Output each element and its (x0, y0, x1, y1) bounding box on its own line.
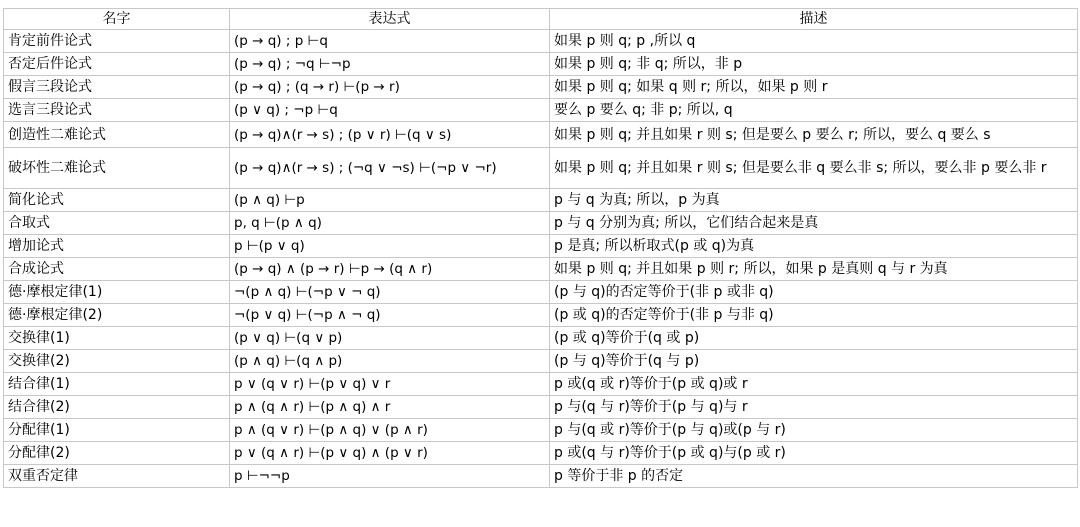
table-row (4, 258, 1078, 281)
rule-description: (p 与 q)等价于(q 与 p) (550, 350, 1078, 373)
table-row (4, 53, 1078, 76)
table-row (4, 148, 1078, 189)
rule-description: p 与(q 或 r)等价于(p 与 q)或(p 与 r) (550, 419, 1078, 442)
rule-name: 分配律(1) (4, 419, 230, 442)
table-row (4, 212, 1078, 235)
rule-name: 破坏性二难论式 (4, 148, 230, 189)
rule-expression: p ⊢¬¬p (230, 465, 550, 488)
rule-description: 如果 p 则 q; 并且如果 p 则 r; 所以，如果 p 是真则 q 与 r 为真 (550, 258, 1078, 281)
rule-name: 合取式 (4, 212, 230, 235)
rule-expression: (p → q) ; p ⊢q (230, 30, 550, 53)
table-row (4, 99, 1078, 122)
rule-name: 创造性二难论式 (4, 122, 230, 148)
rule-name: 交换律(2) (4, 350, 230, 373)
rule-description: p 或(q 或 r)等价于(p 或 q)或 r (550, 373, 1078, 396)
rule-name: 交换律(1) (4, 327, 230, 350)
table-row (4, 76, 1078, 99)
rule-expression: p, q ⊢(p ∧ q) (230, 212, 550, 235)
rule-name: 合成论式 (4, 258, 230, 281)
table-row (4, 442, 1078, 465)
header-row (4, 9, 1078, 30)
table-row (4, 235, 1078, 258)
header-description: 描述 (550, 9, 1078, 30)
table-row (4, 30, 1078, 53)
rule-expression: (p → q) ∧ (p → r) ⊢p → (q ∧ r) (230, 258, 550, 281)
rule-description: p 是真; 所以析取式(p 或 q)为真 (550, 235, 1078, 258)
rule-expression: p ∨ (q ∧ r) ⊢(p ∨ q) ∧ (p ∨ r) (230, 442, 550, 465)
rule-description: 如果 p 则 q; 非 q; 所以，非 p (550, 53, 1078, 76)
rule-expression: p ∧ (q ∨ r) ⊢(p ∧ q) ∨ (p ∧ r) (230, 419, 550, 442)
rule-expression: (p → q)∧(r → s) ; (p ∨ r) ⊢(q ∨ s) (230, 122, 550, 148)
rule-description: p 或(q 与 r)等价于(p 或 q)与(p 或 r) (550, 442, 1078, 465)
header-name: 名字 (4, 9, 230, 30)
rule-description: p 等价于非 p 的否定 (550, 465, 1078, 488)
rule-expression: ¬(p ∨ q) ⊢(¬p ∧ ¬ q) (230, 304, 550, 327)
rule-expression: (p ∧ q) ⊢(q ∧ p) (230, 350, 550, 373)
rule-expression: p ∧ (q ∧ r) ⊢(p ∧ q) ∧ r (230, 396, 550, 419)
rule-description: (p 或 q)等价于(q 或 p) (550, 327, 1078, 350)
rule-description: 如果 p 则 q; 如果 q 则 r; 所以，如果 p 则 r (550, 76, 1078, 99)
rule-name: 否定后件论式 (4, 53, 230, 76)
table-row (4, 465, 1078, 488)
rule-expression: (p ∨ q) ⊢(q ∨ p) (230, 327, 550, 350)
table-row (4, 281, 1078, 304)
rule-name: 结合律(1) (4, 373, 230, 396)
rule-description: p 与 q 分别为真; 所以，它们结合起来是真 (550, 212, 1078, 235)
rule-name: 德·摩根定律(2) (4, 304, 230, 327)
rule-description: 如果 p 则 q; p ,所以 q (550, 30, 1078, 53)
rule-description: 如果 p 则 q; 并且如果 r 则 s; 但是要么非 q 要么非 s; 所以，要么非 p 要么非 r (550, 148, 1078, 189)
rule-description: p 与 q 为真; 所以，p 为真 (550, 189, 1078, 212)
table-row (4, 189, 1078, 212)
rule-expression: (p → q) ; (q → r) ⊢(p → r) (230, 76, 550, 99)
rule-description: p 与(q 与 r)等价于(p 与 q)与 r (550, 396, 1078, 419)
table-row (4, 327, 1078, 350)
rule-expression: (p ∧ q) ⊢p (230, 189, 550, 212)
rule-name: 肯定前件论式 (4, 30, 230, 53)
table-row (4, 122, 1078, 148)
rule-description: (p 与 q)的否定等价于(非 p 或非 q) (550, 281, 1078, 304)
header-expression: 表达式 (230, 9, 550, 30)
rule-expression: (p → q) ; ¬q ⊢¬p (230, 53, 550, 76)
table-row (4, 396, 1078, 419)
rule-name: 分配律(2) (4, 442, 230, 465)
rule-expression: (p ∨ q) ; ¬p ⊢q (230, 99, 550, 122)
rule-name: 双重否定律 (4, 465, 230, 488)
rule-expression: (p → q)∧(r → s) ; (¬q ∨ ¬s) ⊢(¬p ∨ ¬r) (230, 148, 550, 189)
rule-description: 要么 p 要么 q; 非 p; 所以, q (550, 99, 1078, 122)
rule-name: 假言三段论式 (4, 76, 230, 99)
table-row (4, 419, 1078, 442)
rule-name: 简化论式 (4, 189, 230, 212)
rule-name: 选言三段论式 (4, 99, 230, 122)
rule-expression: ¬(p ∧ q) ⊢(¬p ∨ ¬ q) (230, 281, 550, 304)
rule-description: (p 或 q)的否定等价于(非 p 与非 q) (550, 304, 1078, 327)
rule-description: 如果 p 则 q; 并且如果 r 则 s; 但是要么 p 要么 r; 所以，要么 q 要么 s (550, 122, 1078, 148)
rule-name: 增加论式 (4, 235, 230, 258)
rule-expression: p ⊢(p ∨ q) (230, 235, 550, 258)
rule-name: 德·摩根定律(1) (4, 281, 230, 304)
table-row (4, 304, 1078, 327)
table-row (4, 350, 1078, 373)
rule-name: 结合律(2) (4, 396, 230, 419)
inference-rules-table (3, 8, 1078, 488)
table-row (4, 373, 1078, 396)
rule-expression: p ∨ (q ∨ r) ⊢(p ∨ q) ∨ r (230, 373, 550, 396)
